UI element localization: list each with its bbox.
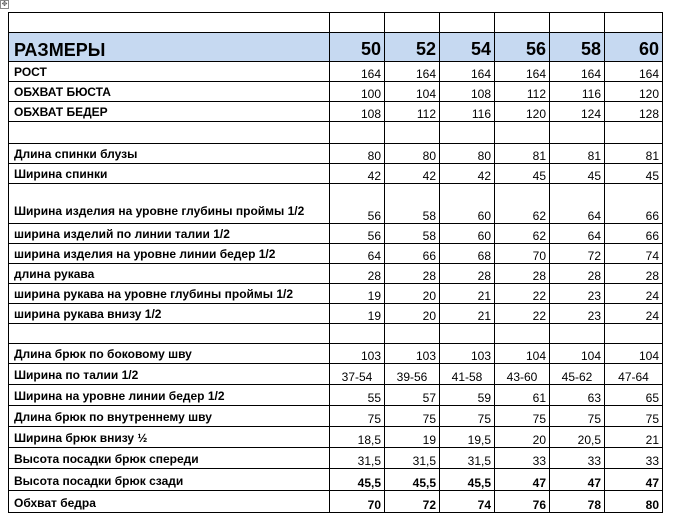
value-cell: 164 <box>495 62 550 82</box>
value-cell: 24 <box>605 284 663 304</box>
value-cell: 31,5 <box>330 448 385 469</box>
value-cell: 23 <box>550 304 605 324</box>
row-label: Ширина на уровне линии бедер 1/2 <box>9 385 330 406</box>
empty-cell <box>385 13 440 33</box>
row-label: ширина рукава на уровне глубины проймы 1/2 <box>9 284 330 304</box>
row-label: Ширина спинки <box>9 164 330 184</box>
row-label: ширина рукава внизу 1/2 <box>9 304 330 324</box>
table-row <box>9 491 663 513</box>
value-cell: 19 <box>330 284 385 304</box>
header-row <box>9 33 663 62</box>
value-cell: 20 <box>495 427 550 448</box>
value-cell: 108 <box>330 102 385 122</box>
empty-cell <box>9 13 330 33</box>
value-cell: 75 <box>330 406 385 427</box>
value-cell: 62 <box>495 184 550 224</box>
value-cell: 120 <box>495 102 550 122</box>
table-row <box>9 62 663 82</box>
row-label: ОБХВАТ БЕДЕР <box>9 102 330 122</box>
value-cell: 28 <box>385 264 440 284</box>
header-title: РАЗМЕРЫ <box>9 33 330 62</box>
empty-cell <box>330 13 385 33</box>
value-cell: 60 <box>440 224 495 244</box>
value-cell: 28 <box>495 264 550 284</box>
table-row <box>9 164 663 184</box>
value-cell: 43-60 <box>495 364 550 385</box>
value-cell: 75 <box>550 406 605 427</box>
size-header: 58 <box>550 33 605 62</box>
value-cell: 47 <box>550 469 605 491</box>
table-row <box>9 244 663 264</box>
table-row <box>9 184 663 224</box>
value-cell: 45-62 <box>550 364 605 385</box>
row-label: Длина брюк по боковому шву <box>9 344 330 364</box>
table-move-handle-icon[interactable]: ✥ <box>1 1 8 8</box>
value-cell: 104 <box>385 82 440 102</box>
value-cell: 65 <box>605 385 663 406</box>
value-cell: 66 <box>605 224 663 244</box>
blank-row <box>9 122 663 144</box>
value-cell: 74 <box>605 244 663 264</box>
value-cell: 33 <box>550 448 605 469</box>
value-cell: 120 <box>605 82 663 102</box>
size-header: 52 <box>385 33 440 62</box>
empty-cell <box>605 324 663 344</box>
value-cell: 103 <box>330 344 385 364</box>
value-cell: 56 <box>330 184 385 224</box>
empty-cell <box>440 324 495 344</box>
value-cell: 22 <box>495 304 550 324</box>
table-row <box>9 469 663 491</box>
table-row <box>9 364 663 385</box>
value-cell: 42 <box>440 164 495 184</box>
value-cell: 21 <box>440 284 495 304</box>
value-cell: 47 <box>495 469 550 491</box>
value-cell: 75 <box>495 406 550 427</box>
empty-cell <box>550 122 605 144</box>
row-label: Ширина по талии 1/2 <box>9 364 330 385</box>
value-cell: 45,5 <box>385 469 440 491</box>
value-cell: 75 <box>385 406 440 427</box>
value-cell: 45 <box>495 164 550 184</box>
value-cell: 164 <box>605 62 663 82</box>
value-cell: 45,5 <box>330 469 385 491</box>
value-cell: 164 <box>330 62 385 82</box>
value-cell: 19 <box>385 427 440 448</box>
value-cell: 24 <box>605 304 663 324</box>
value-cell: 37-54 <box>330 364 385 385</box>
value-cell: 75 <box>440 406 495 427</box>
value-cell: 70 <box>330 491 385 513</box>
value-cell: 42 <box>330 164 385 184</box>
value-cell: 28 <box>330 264 385 284</box>
row-label: длина рукава <box>9 264 330 284</box>
value-cell: 22 <box>495 284 550 304</box>
value-cell: 70 <box>495 244 550 264</box>
value-cell: 112 <box>385 102 440 122</box>
empty-cell <box>605 122 663 144</box>
value-cell: 20 <box>385 284 440 304</box>
value-cell: 63 <box>550 385 605 406</box>
value-cell: 19,5 <box>440 427 495 448</box>
row-label: Длина спинки блузы <box>9 144 330 164</box>
value-cell: 45,5 <box>440 469 495 491</box>
value-cell: 80 <box>605 491 663 513</box>
value-cell: 64 <box>550 184 605 224</box>
table-row <box>9 448 663 469</box>
row-label: Высота посадки брюк спереди <box>9 448 330 469</box>
value-cell: 33 <box>495 448 550 469</box>
value-cell: 41-58 <box>440 364 495 385</box>
value-cell: 62 <box>495 224 550 244</box>
table-row <box>9 344 663 364</box>
value-cell: 61 <box>495 385 550 406</box>
value-cell: 47-64 <box>605 364 663 385</box>
empty-cell <box>330 122 385 144</box>
empty-cell <box>495 122 550 144</box>
blank-row <box>9 13 663 33</box>
table-row <box>9 144 663 164</box>
row-label: ширина изделий по линии талии 1/2 <box>9 224 330 244</box>
empty-cell <box>495 324 550 344</box>
value-cell: 81 <box>495 144 550 164</box>
empty-cell <box>9 122 330 144</box>
value-cell: 19 <box>330 304 385 324</box>
value-cell: 81 <box>550 144 605 164</box>
value-cell: 28 <box>550 264 605 284</box>
value-cell: 108 <box>440 82 495 102</box>
table-row <box>9 427 663 448</box>
value-cell: 39-56 <box>385 364 440 385</box>
value-cell: 72 <box>550 244 605 264</box>
empty-cell <box>605 13 663 33</box>
value-cell: 21 <box>605 427 663 448</box>
table-row <box>9 102 663 122</box>
value-cell: 116 <box>440 102 495 122</box>
value-cell: 80 <box>385 144 440 164</box>
row-label: Обхват бедра <box>9 491 330 513</box>
value-cell: 45 <box>605 164 663 184</box>
value-cell: 18,5 <box>330 427 385 448</box>
empty-cell <box>9 324 330 344</box>
value-cell: 28 <box>440 264 495 284</box>
value-cell: 21 <box>440 304 495 324</box>
value-cell: 74 <box>440 491 495 513</box>
value-cell: 76 <box>495 491 550 513</box>
row-label: Длина брюк по внутреннему шву <box>9 406 330 427</box>
value-cell: 45 <box>550 164 605 184</box>
value-cell: 56 <box>330 224 385 244</box>
value-cell: 57 <box>385 385 440 406</box>
value-cell: 23 <box>550 284 605 304</box>
value-cell: 112 <box>495 82 550 102</box>
empty-cell <box>385 122 440 144</box>
value-cell: 80 <box>440 144 495 164</box>
value-cell: 78 <box>550 491 605 513</box>
value-cell: 66 <box>385 244 440 264</box>
value-cell: 31,5 <box>440 448 495 469</box>
value-cell: 72 <box>385 491 440 513</box>
value-cell: 164 <box>385 62 440 82</box>
empty-cell <box>330 324 385 344</box>
row-label: Высота посадки брюк сзади <box>9 469 330 491</box>
value-cell: 58 <box>385 224 440 244</box>
value-cell: 80 <box>330 144 385 164</box>
value-cell: 103 <box>385 344 440 364</box>
value-cell: 100 <box>330 82 385 102</box>
value-cell: 164 <box>440 62 495 82</box>
value-cell: 104 <box>495 344 550 364</box>
row-label: ОБХВАТ БЮСТА <box>9 82 330 102</box>
value-cell: 58 <box>385 184 440 224</box>
value-cell: 103 <box>440 344 495 364</box>
empty-cell <box>385 324 440 344</box>
size-header: 60 <box>605 33 663 62</box>
value-cell: 28 <box>605 264 663 284</box>
row-label: Ширина брюк внизу ½ <box>9 427 330 448</box>
table-row <box>9 284 663 304</box>
row-label: ширина изделия на уровне линии бедер 1/2 <box>9 244 330 264</box>
value-cell: 55 <box>330 385 385 406</box>
blank-row <box>9 324 663 344</box>
size-header: 50 <box>330 33 385 62</box>
empty-cell <box>550 13 605 33</box>
table-row <box>9 406 663 427</box>
table-row <box>9 385 663 406</box>
value-cell: 60 <box>440 184 495 224</box>
empty-cell <box>440 122 495 144</box>
size-header: 54 <box>440 33 495 62</box>
value-cell: 104 <box>605 344 663 364</box>
empty-cell <box>550 324 605 344</box>
row-label: РОСТ <box>9 62 330 82</box>
value-cell: 66 <box>605 184 663 224</box>
value-cell: 64 <box>330 244 385 264</box>
table-row <box>9 264 663 284</box>
value-cell: 47 <box>605 469 663 491</box>
size-table <box>8 12 663 513</box>
value-cell: 20,5 <box>550 427 605 448</box>
table-row <box>9 82 663 102</box>
row-label: Ширина изделия на уровне глубины проймы 1/2 <box>9 184 330 224</box>
empty-cell <box>495 13 550 33</box>
size-header: 56 <box>495 33 550 62</box>
value-cell: 20 <box>385 304 440 324</box>
table-row <box>9 224 663 244</box>
value-cell: 81 <box>605 144 663 164</box>
empty-cell <box>440 13 495 33</box>
value-cell: 128 <box>605 102 663 122</box>
value-cell: 33 <box>605 448 663 469</box>
value-cell: 64 <box>550 224 605 244</box>
value-cell: 42 <box>385 164 440 184</box>
value-cell: 59 <box>440 385 495 406</box>
value-cell: 104 <box>550 344 605 364</box>
value-cell: 164 <box>550 62 605 82</box>
table-row <box>9 304 663 324</box>
value-cell: 124 <box>550 102 605 122</box>
value-cell: 31,5 <box>385 448 440 469</box>
value-cell: 116 <box>550 82 605 102</box>
value-cell: 68 <box>440 244 495 264</box>
value-cell: 75 <box>605 406 663 427</box>
